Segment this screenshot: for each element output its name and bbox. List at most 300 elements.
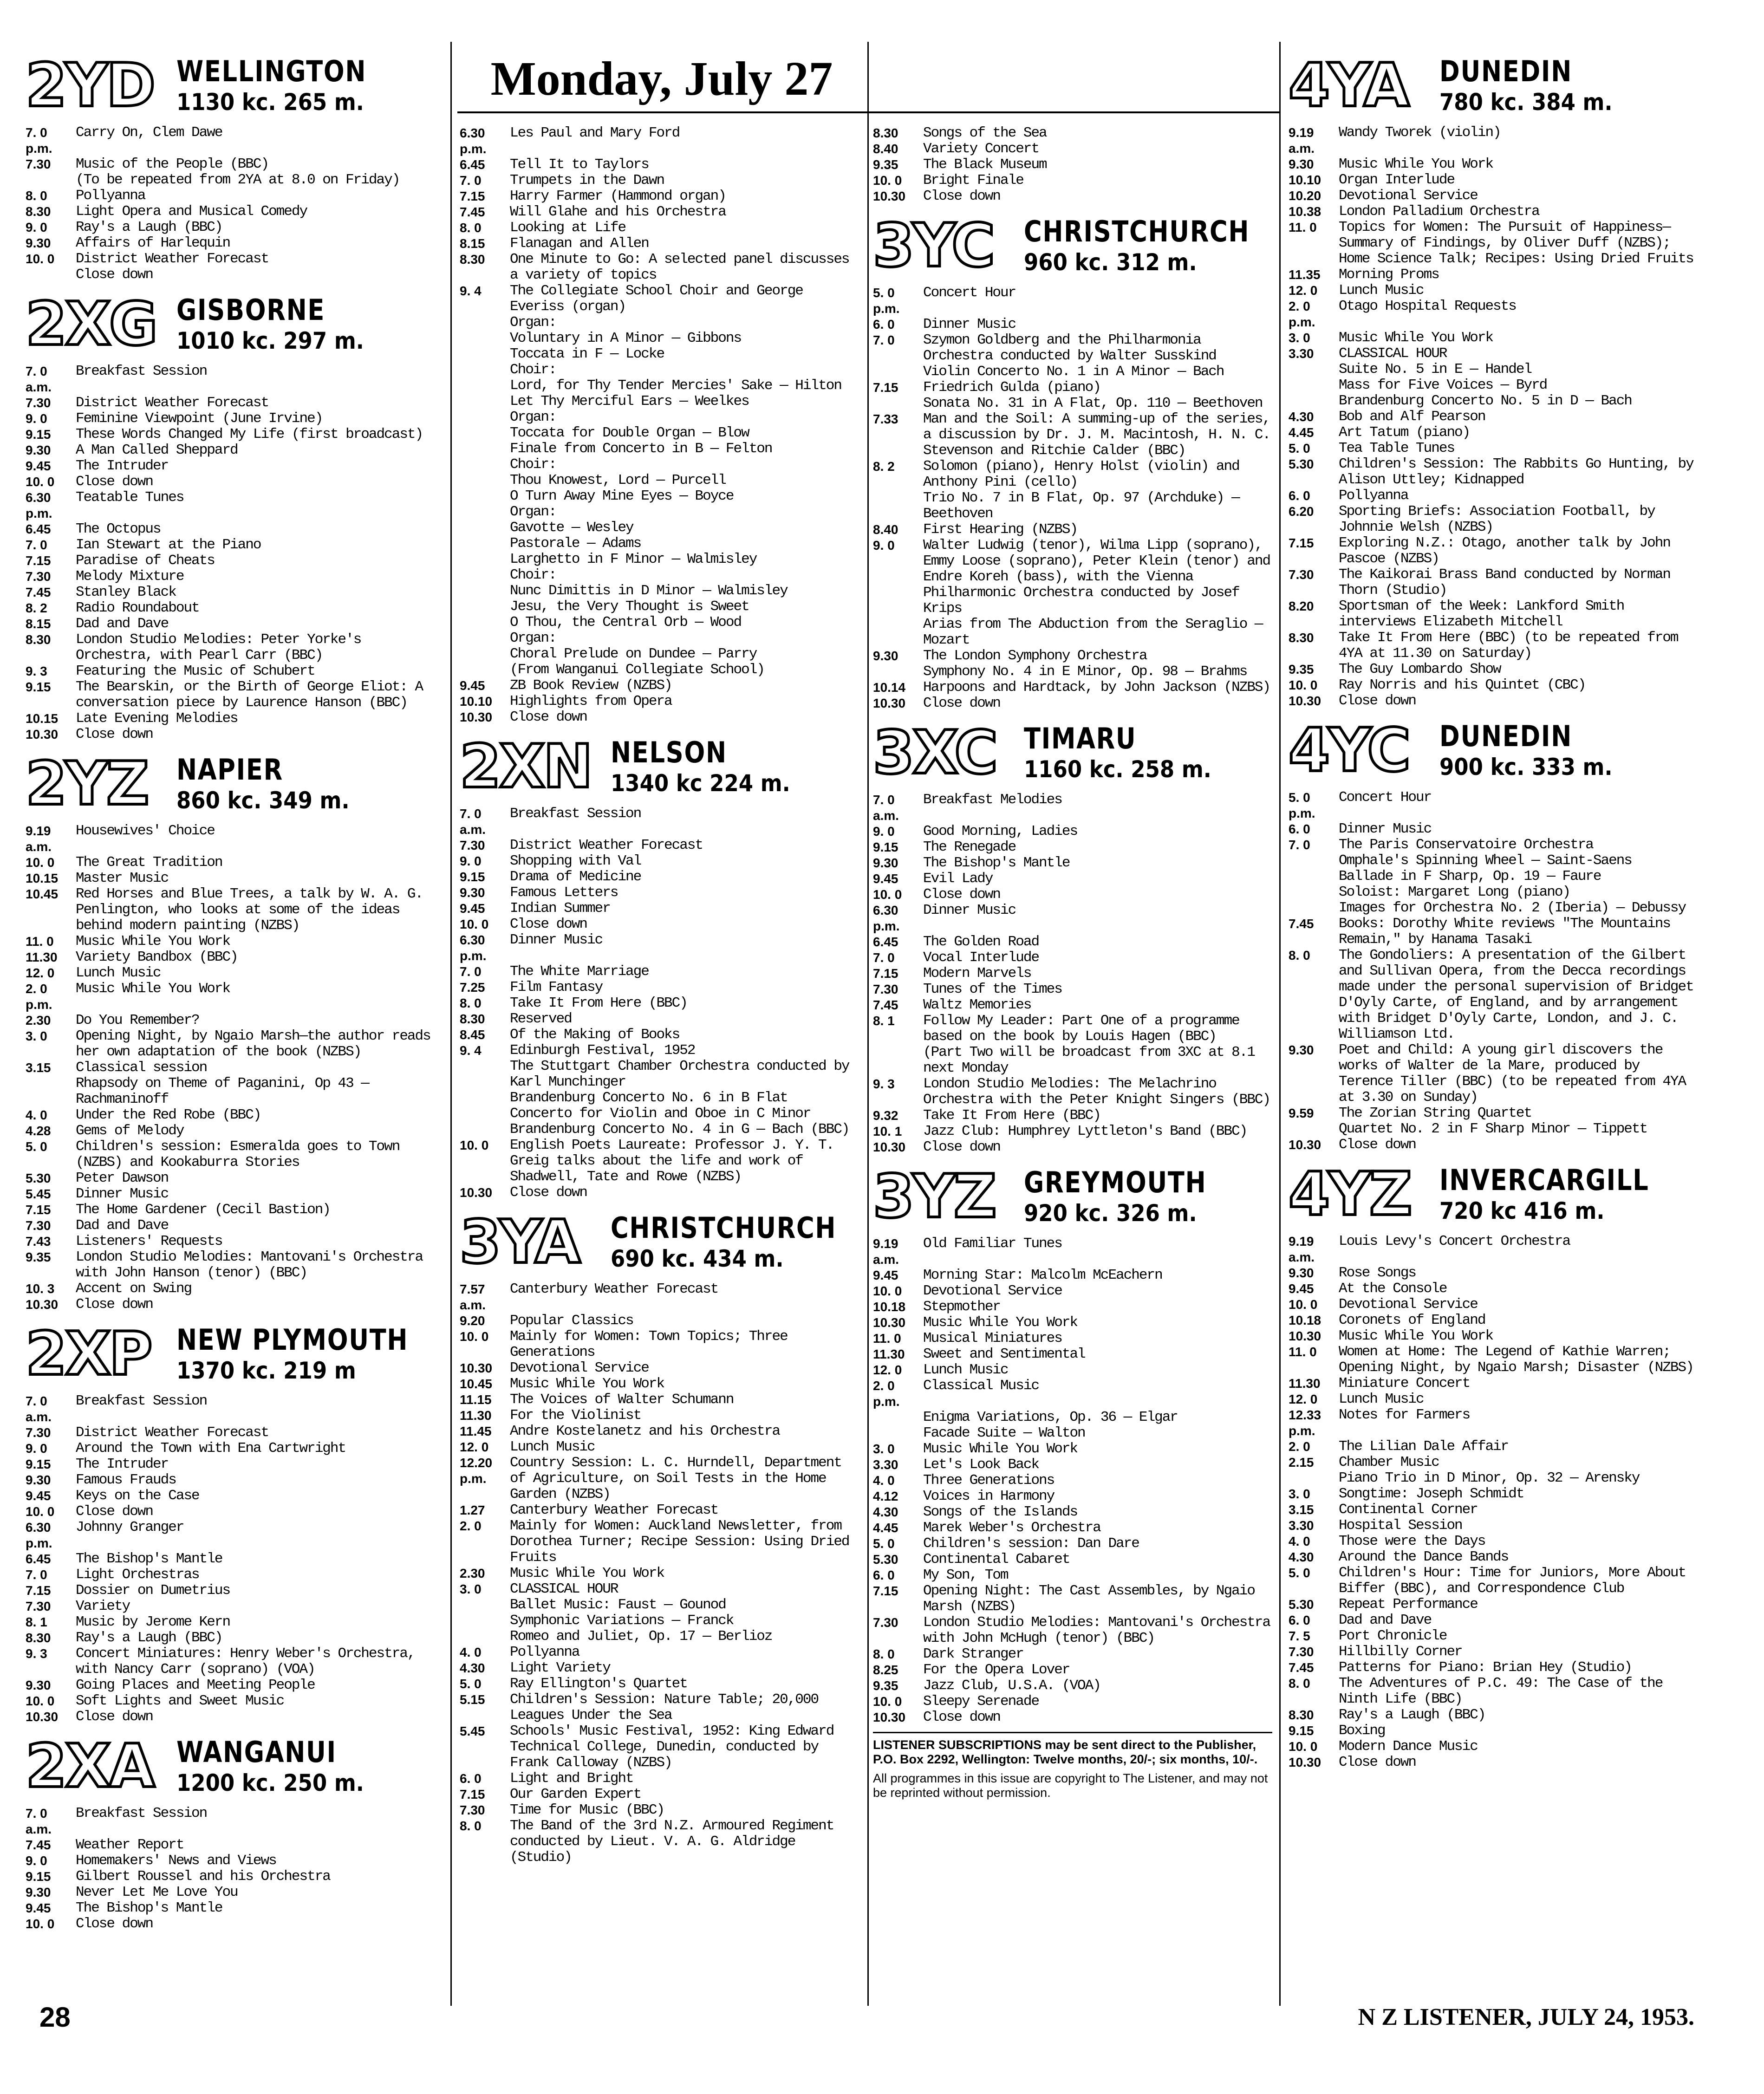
station-block bbox=[1289, 52, 1697, 709]
programme-time bbox=[460, 473, 510, 488]
programme-entry bbox=[460, 1027, 864, 1043]
programme-title: Dinner Music bbox=[510, 932, 603, 948]
programme-title: Schools' Music Festival, 1952: King Edward Technical College, Dunedin, conducted by Frank Calloway (NZBS) bbox=[510, 1723, 834, 1771]
station-callsign: 3YC bbox=[873, 211, 994, 280]
programme-entry bbox=[873, 1362, 1272, 1378]
programme-title: First Hearing (NZBS) bbox=[923, 521, 1078, 538]
programme-time: 7.30 bbox=[26, 569, 51, 584]
programme-entry bbox=[26, 1171, 443, 1186]
station-callsign: 2XP bbox=[26, 1320, 151, 1389]
programme-entry bbox=[1289, 1565, 1697, 1597]
programme-entry bbox=[460, 646, 864, 662]
programme-entry bbox=[873, 1441, 1272, 1457]
programme-time: 10. 0 bbox=[26, 1504, 55, 1519]
programme-entry bbox=[26, 585, 443, 600]
programme-time: 7.30 bbox=[26, 1425, 51, 1440]
station-callsign: 3YZ bbox=[873, 1162, 995, 1231]
programme-entry bbox=[1289, 1376, 1697, 1392]
station-block bbox=[26, 52, 443, 283]
programme-entry bbox=[26, 1457, 443, 1472]
programme-time: 10. 0 bbox=[1289, 1739, 1318, 1754]
programme-entry bbox=[26, 537, 443, 553]
programme-entry bbox=[1289, 409, 1697, 425]
programme-entry bbox=[460, 1787, 864, 1802]
programme-entry bbox=[26, 235, 443, 251]
station-city: GREYMOUTH bbox=[1024, 1165, 1207, 1199]
programme-entry bbox=[1289, 1439, 1697, 1455]
programme-time bbox=[26, 172, 76, 188]
programme-entry bbox=[873, 1678, 1272, 1694]
programme-entry bbox=[873, 1108, 1272, 1124]
programme-entry bbox=[460, 1043, 864, 1059]
programme-title: Tunes of the Times bbox=[923, 981, 1062, 997]
programme-entry bbox=[460, 1313, 864, 1329]
programme-time: 3. 0 bbox=[26, 1029, 47, 1043]
programme-entry bbox=[1289, 1613, 1697, 1628]
programme-title: Peter Dawson bbox=[76, 1170, 169, 1186]
programme-title: Red Horses and Blue Trees, a talk by W. A. G. Penlington, who looks at some of the ideas behind modern painting (NZBS) bbox=[76, 886, 423, 934]
programme-entry bbox=[1289, 299, 1697, 330]
programme-entry bbox=[1289, 948, 1697, 1042]
programme-entry bbox=[460, 678, 864, 694]
programme-time: 10.18 bbox=[1289, 1313, 1321, 1327]
programme-time: 5.15 bbox=[460, 1692, 485, 1707]
programme-time bbox=[460, 378, 510, 394]
programme-time bbox=[460, 1597, 510, 1613]
programme-title: The Bearskin, or the Birth of George Eliot: A conversation piece by Laurence Hanson (BBC) bbox=[76, 679, 423, 711]
programme-time: 2. 0 bbox=[1289, 1439, 1310, 1454]
programme-title: Jazz Club, U.S.A. (VOA) bbox=[923, 1678, 1100, 1694]
programme-time: 8.30 bbox=[1289, 631, 1314, 645]
programme-title: Solomon (piano), Henry Holst (violin) and Anthony Pini (cello) bbox=[923, 458, 1239, 490]
programme-title: Dad and Dave bbox=[76, 1217, 169, 1234]
programme-time: 4. 0 bbox=[460, 1645, 482, 1659]
programme-title: Close down bbox=[923, 188, 1001, 204]
programme-entry bbox=[26, 1709, 443, 1725]
station-callsign: 4YC bbox=[1289, 716, 1409, 785]
programme-entry bbox=[460, 853, 864, 869]
programme-time: 11.30 bbox=[1289, 1376, 1321, 1391]
programme-time bbox=[26, 1076, 76, 1107]
programme-title: Brandenburg Concerto No. 5 in D — Bach bbox=[1339, 393, 1632, 409]
programme-time: 6.45 bbox=[873, 935, 898, 949]
programme-entry bbox=[873, 173, 1272, 189]
programme-entry bbox=[1289, 441, 1697, 456]
programme-title: Brandenburg Concerto No. 6 in B Flat bbox=[510, 1090, 788, 1106]
programme-title: (From Wanganui Collegiate School) bbox=[510, 662, 764, 678]
programme-title: Famous Frauds bbox=[76, 1472, 176, 1488]
programme-entry bbox=[873, 459, 1272, 490]
station-header bbox=[26, 291, 443, 361]
programme-time: 4.45 bbox=[873, 1521, 898, 1535]
programme-title: Light and Bright bbox=[510, 1770, 633, 1787]
programme-title: Notes for Farmers bbox=[1339, 1407, 1470, 1423]
station-frequency: 1340 kc 224 m. bbox=[611, 770, 790, 797]
programme-time: 8.20 bbox=[1289, 599, 1314, 613]
programme-title: Take It From Here (BBC) bbox=[923, 1107, 1100, 1124]
station-header bbox=[1289, 1161, 1697, 1231]
programme-time: 9. 0 bbox=[873, 538, 895, 553]
programme-title: Variety Concert bbox=[923, 141, 1039, 157]
programme-time: 8.30 bbox=[26, 1631, 51, 1645]
programme-title: Children's Session: Nature Table; 20,000 Leagues Under the Sea bbox=[510, 1691, 819, 1723]
programme-entry bbox=[460, 1818, 864, 1866]
programme-time: 10.30 bbox=[873, 1710, 906, 1724]
programme-title: Lunch Music bbox=[76, 965, 161, 981]
programme-entry bbox=[26, 251, 443, 267]
programme-time: 6.30 p.m. bbox=[26, 490, 52, 520]
programme-title: Musical Miniatures bbox=[923, 1330, 1062, 1346]
programme-time bbox=[460, 552, 510, 567]
programme-time: 7. 0 bbox=[26, 1567, 47, 1582]
programme-entry bbox=[873, 1236, 1272, 1268]
programme-entry bbox=[460, 220, 864, 236]
programme-title: Les Paul and Mary Ford bbox=[510, 125, 680, 141]
programme-time: 10.30 bbox=[1289, 1755, 1321, 1769]
programme-time: 9.15 bbox=[26, 1457, 51, 1471]
station-block bbox=[873, 213, 1272, 711]
programme-title: For the Opera Lover bbox=[923, 1662, 1070, 1678]
programme-title: Omphale's Spinning Wheel — Saint-Saens bbox=[1339, 852, 1632, 869]
programme-time: 7.15 bbox=[1289, 536, 1314, 550]
programme-time: 9. 3 bbox=[26, 664, 47, 678]
programme-entry bbox=[26, 1028, 443, 1060]
programme-time: 8. 0 bbox=[1289, 1676, 1310, 1691]
programme-title: Music While You Work bbox=[76, 981, 230, 997]
programme-time bbox=[460, 536, 510, 552]
programme-time: 8.25 bbox=[873, 1663, 898, 1677]
programme-time: 9. 4 bbox=[460, 284, 482, 298]
programme-title: Homemakers' News and Views bbox=[76, 1853, 276, 1869]
programme-entry bbox=[460, 394, 864, 410]
programme-time: 6. 0 bbox=[873, 1568, 895, 1582]
programme-entry bbox=[26, 1472, 443, 1488]
programme-time: 8.30 bbox=[26, 204, 51, 219]
programme-entry bbox=[26, 188, 443, 204]
programme-entry bbox=[26, 204, 443, 220]
programme-time: 10.10 bbox=[1289, 173, 1321, 187]
programme-time bbox=[1289, 853, 1339, 869]
programme-entry bbox=[873, 1076, 1272, 1108]
programme-entry bbox=[460, 252, 864, 283]
programme-entry bbox=[1289, 1660, 1697, 1676]
programme-entry bbox=[26, 1076, 443, 1107]
programme-title: O Turn Away Mine Eyes — Boyce bbox=[510, 488, 734, 504]
programme-time bbox=[460, 425, 510, 441]
programme-entry bbox=[460, 662, 864, 678]
programme-entry bbox=[26, 1567, 443, 1583]
programme-time: 10.45 bbox=[460, 1377, 493, 1391]
programme-time: 3. 0 bbox=[1289, 1487, 1310, 1501]
programme-entry bbox=[1289, 884, 1697, 900]
programme-time bbox=[460, 441, 510, 457]
programme-title: Variety bbox=[76, 1598, 130, 1614]
programme-title: Close down bbox=[76, 1296, 153, 1313]
station-block bbox=[26, 751, 443, 1313]
programme-title: Popular Classics bbox=[510, 1313, 633, 1329]
programme-title: Modern Marvels bbox=[923, 965, 1031, 982]
programme-time: 8. 0 bbox=[460, 1819, 482, 1833]
programme-title: Classical session bbox=[76, 1060, 207, 1076]
programme-entry bbox=[1289, 693, 1697, 709]
programme-time: 7.15 bbox=[26, 553, 51, 568]
programme-entry bbox=[460, 1329, 864, 1360]
date-title: Monday, July 27 bbox=[490, 52, 833, 105]
programme-entry bbox=[873, 125, 1272, 141]
programme-entry bbox=[460, 441, 864, 457]
programme-time: 9. 3 bbox=[873, 1077, 895, 1091]
programme-title: Sportsman of the Week: Lankford Smith interviews Elizabeth Mitchell bbox=[1339, 598, 1624, 630]
programme-time: 10. 0 bbox=[460, 1138, 489, 1152]
programme-entry bbox=[873, 839, 1272, 855]
programme-title: Reserved bbox=[510, 1011, 572, 1027]
programme-time: 10.18 bbox=[873, 1300, 906, 1314]
programme-entry bbox=[460, 520, 864, 536]
programme-time: 4. 0 bbox=[1289, 1534, 1310, 1548]
programme-entry bbox=[873, 855, 1272, 871]
programme-title: The Bishop's Mantle bbox=[76, 1551, 222, 1567]
programme-entry bbox=[1289, 662, 1697, 677]
programme-time: 6. 0 bbox=[1289, 822, 1310, 836]
programme-entry bbox=[460, 1502, 864, 1518]
programme-time: 4. 0 bbox=[26, 1108, 47, 1122]
programme-time: 9.20 bbox=[460, 1314, 485, 1328]
programme-title: Concerto for Violin and Oboe in C Minor bbox=[510, 1106, 811, 1122]
publication-footer: N Z LISTENER, JULY 24, 1953. bbox=[1358, 2004, 1694, 2030]
programme-title: Teatable Tunes bbox=[76, 489, 184, 506]
programme-time: 7. 0 p.m. bbox=[26, 125, 52, 156]
programme-time bbox=[460, 394, 510, 410]
programme-entry bbox=[1289, 1549, 1697, 1565]
programme-time: 5.30 bbox=[873, 1552, 898, 1567]
programme-entry bbox=[460, 885, 864, 901]
programme-title: Around the Town with Ena Cartwright bbox=[76, 1440, 346, 1457]
station-city: DUNEDIN bbox=[1439, 54, 1573, 88]
programme-title: The Bishop's Mantle bbox=[76, 1900, 222, 1916]
programme-title: Around the Dance Bands bbox=[1339, 1549, 1509, 1565]
programme-entry bbox=[26, 1837, 443, 1853]
programme-entry bbox=[1289, 677, 1697, 693]
programme-entry bbox=[873, 1139, 1272, 1155]
programme-title: Toccata for Double Organ — Blow bbox=[510, 425, 749, 441]
programme-title: Close down bbox=[1339, 1754, 1416, 1770]
programme-entry bbox=[1289, 1281, 1697, 1297]
programme-entry bbox=[26, 1488, 443, 1504]
programme-entry bbox=[1289, 204, 1697, 220]
station-city: GISBORNE bbox=[176, 293, 325, 327]
programme-time: 11. 0 bbox=[26, 934, 54, 949]
programme-time: 5.30 bbox=[1289, 457, 1314, 471]
programme-entry bbox=[1289, 1121, 1697, 1137]
programme-entry bbox=[1289, 1644, 1697, 1660]
programme-entry bbox=[1289, 630, 1697, 662]
programme-title: Exploring N.Z.: Otago, another talk by John Pascoe (NZBS) bbox=[1339, 535, 1670, 567]
programme-title: Three Generations bbox=[923, 1472, 1054, 1489]
programme-title: London Studio Melodies: Mantovani's Orchestra with John McHugh (tenor) (BBC) bbox=[923, 1614, 1270, 1646]
programme-title: CLASSICAL HOUR bbox=[510, 1581, 618, 1597]
programme-title: Voluntary in A Minor — Gibbons bbox=[510, 330, 742, 346]
programme-entry bbox=[26, 1107, 443, 1123]
programme-title: Close down bbox=[1339, 1137, 1416, 1153]
station-frequency: 1200 kc. 250 m. bbox=[176, 1769, 364, 1796]
programme-entry bbox=[1289, 1597, 1697, 1613]
station-city: INVERCARGILL bbox=[1439, 1163, 1649, 1197]
programme-time: 7. 0 bbox=[873, 333, 895, 347]
programme-entry bbox=[26, 521, 443, 537]
programme-time: 5. 0 p.m. bbox=[873, 286, 900, 316]
programme-time: 2. 0 p.m. bbox=[1289, 299, 1315, 329]
programme-title: Will Glahe and his Orchestra bbox=[510, 204, 726, 220]
programme-title: At the Console bbox=[1339, 1281, 1447, 1297]
programme-title: Jazz Club: Humphrey Lyttleton's Band (BBC) bbox=[923, 1123, 1247, 1139]
programme-title: Wandy Tworek (violin) bbox=[1339, 124, 1501, 141]
programme-title: Repeat Performance bbox=[1339, 1596, 1478, 1613]
programme-entry bbox=[460, 1392, 864, 1408]
programme-entry bbox=[460, 125, 864, 157]
programme-title: Art Tatum (piano) bbox=[1339, 424, 1470, 441]
programme-title: Ray Norris and his Quintet (CBC) bbox=[1339, 677, 1586, 693]
programme-time: 10.30 bbox=[26, 1297, 59, 1312]
programme-title: Dad and Dave bbox=[1339, 1612, 1432, 1628]
programme-title: Breakfast Session bbox=[510, 806, 641, 822]
programme-time: 11.30 bbox=[460, 1408, 492, 1423]
programme-time: 10.30 bbox=[873, 1315, 906, 1330]
programme-title: Evil Lady bbox=[923, 871, 993, 887]
programme-title: Boxing bbox=[1339, 1723, 1385, 1739]
column-2 bbox=[460, 125, 864, 1866]
programme-time: 7.15 bbox=[460, 189, 485, 203]
programme-time: 3. 0 bbox=[460, 1582, 482, 1596]
programme-title: Morning Proms bbox=[1339, 267, 1439, 283]
programme-time: 9.30 bbox=[1289, 1266, 1314, 1280]
programme-title: Poet and Child: A young girl discovers the works of Walter de la Mare, produced by Terence Tiller (BBC) (to be repeated from 4YA at 3.30 on Sunday) bbox=[1339, 1042, 1686, 1106]
programme-title: Pollyanna bbox=[510, 1644, 579, 1660]
programme-time bbox=[1289, 362, 1339, 377]
programme-time: 7. 0 bbox=[1289, 838, 1310, 852]
programme-time bbox=[1289, 884, 1339, 900]
programme-time: 10.30 bbox=[1289, 1329, 1321, 1343]
programme-entry bbox=[460, 806, 864, 838]
programme-time: 3.15 bbox=[1289, 1502, 1314, 1517]
programme-time: 7.15 bbox=[26, 1583, 51, 1598]
programme-time bbox=[26, 267, 76, 283]
programme-time: 6.30 p.m. bbox=[26, 1520, 52, 1550]
programme-time bbox=[460, 1122, 510, 1138]
programme-title: Mass for Five Voices — Byrd bbox=[1339, 377, 1547, 393]
programme-title: Classical Music bbox=[923, 1378, 1039, 1394]
programme-entry bbox=[873, 522, 1272, 538]
programme-time: 5.30 bbox=[26, 1171, 51, 1185]
station-block bbox=[873, 125, 1272, 204]
programme-entry bbox=[26, 156, 443, 172]
programme-entry bbox=[873, 1425, 1272, 1441]
station-city: DUNEDIN bbox=[1439, 719, 1573, 753]
programme-title: Music While You Work bbox=[1339, 330, 1493, 346]
programme-title: Ray's a Laugh (BBC) bbox=[76, 219, 222, 235]
programme-title: Rhapsody on Theme of Paganini, Op 43 — Rachmaninoff bbox=[76, 1075, 369, 1107]
programme-time: 8.30 bbox=[873, 126, 898, 140]
programme-time: 10. 0 bbox=[26, 1917, 55, 1931]
programme-entry bbox=[1289, 916, 1697, 948]
programme-time: 7.45 bbox=[1289, 1660, 1314, 1675]
programme-title: Songs of the Sea bbox=[923, 125, 1047, 141]
programme-title: Canterbury Weather Forecast bbox=[510, 1502, 718, 1518]
programme-title: Opening Night: The Cast Assembles, by Ngaio Marsh (NZBS) bbox=[923, 1583, 1255, 1615]
programme-title: Soloist: Margaret Long (piano) bbox=[1339, 884, 1570, 900]
programme-time: 7.45 bbox=[26, 585, 51, 599]
programme-title: Piano Trio in D Minor, Op. 32 — Arensky bbox=[1339, 1470, 1640, 1486]
programme-entry bbox=[1289, 1739, 1697, 1755]
programme-entry bbox=[873, 1520, 1272, 1536]
programme-title: Gems of Melody bbox=[76, 1123, 184, 1139]
programme-title: The Guy Lombardo Show bbox=[1339, 661, 1501, 677]
programme-time bbox=[460, 410, 510, 425]
programme-entry bbox=[873, 934, 1272, 950]
programme-entry bbox=[873, 696, 1272, 711]
programme-time bbox=[460, 362, 510, 378]
programme-entry bbox=[1289, 504, 1697, 535]
programme-title: The Kaikorai Brass Band conducted by Norman Thorn (Studio) bbox=[1339, 566, 1670, 598]
programme-entry bbox=[460, 552, 864, 567]
programme-entry bbox=[1289, 1518, 1697, 1534]
programme-entry bbox=[460, 917, 864, 932]
programme-time: 10.15 bbox=[26, 711, 59, 726]
programme-time: 5.45 bbox=[460, 1724, 485, 1738]
programme-title: Hillbilly Corner bbox=[1339, 1644, 1462, 1660]
programme-entry bbox=[460, 599, 864, 615]
programme-title: Film Fantasy bbox=[510, 979, 603, 995]
programme-entry bbox=[460, 1597, 864, 1613]
programme-time: 10.45 bbox=[26, 887, 59, 901]
programme-time: 2. 0 p.m. bbox=[26, 982, 52, 1012]
programme-time: 9.35 bbox=[1289, 662, 1314, 676]
programme-title: Ray's a Laugh (BBC) bbox=[76, 1630, 222, 1646]
programme-title: Time for Music (BBC) bbox=[510, 1802, 664, 1818]
programme-title: Lunch Music bbox=[1339, 1391, 1424, 1407]
programme-entry bbox=[26, 1441, 443, 1457]
programme-time bbox=[1289, 377, 1339, 393]
programme-entry bbox=[873, 332, 1272, 364]
station-frequency: 860 kc. 349 m. bbox=[176, 787, 350, 814]
programme-entry bbox=[460, 283, 864, 315]
programme-time: 4.30 bbox=[1289, 1550, 1314, 1564]
programme-title: The Octopus bbox=[76, 521, 161, 537]
station-header bbox=[26, 52, 443, 122]
programme-title: Canterbury Weather Forecast bbox=[510, 1281, 718, 1297]
programme-entry bbox=[26, 267, 443, 283]
station-city: NAPIER bbox=[176, 753, 283, 787]
programme-time: 9. 0 bbox=[26, 411, 47, 426]
programme-title: London Studio Melodies: Mantovani's Orchestra with John Hanson (tenor) (BBC) bbox=[76, 1249, 423, 1281]
programme-entry bbox=[460, 615, 864, 631]
programme-entry bbox=[873, 648, 1272, 664]
programme-entry bbox=[873, 285, 1272, 317]
programme-title: Weather Report bbox=[76, 1837, 184, 1853]
programme-entry bbox=[1289, 1723, 1697, 1739]
programme-time: 8.15 bbox=[26, 617, 51, 631]
programme-title: Music While You Work bbox=[510, 1565, 664, 1581]
station-block bbox=[873, 1164, 1272, 1725]
programme-title: Devotional Service bbox=[1339, 1296, 1478, 1313]
programme-time: 9.15 bbox=[26, 1869, 51, 1884]
programme-entry bbox=[873, 1013, 1272, 1045]
programme-time: 7. 0 a.m. bbox=[26, 364, 52, 394]
station-city: CHRISTCHURCH bbox=[611, 1211, 837, 1245]
programme-title: Country Session: L. C. Hurndell, Department of Agriculture, on Soil Tests in the Home Garden (NZBS) bbox=[510, 1455, 841, 1502]
programme-entry bbox=[26, 632, 443, 663]
station-header bbox=[26, 1321, 443, 1391]
programme-title: The Bishop's Mantle bbox=[923, 855, 1070, 871]
